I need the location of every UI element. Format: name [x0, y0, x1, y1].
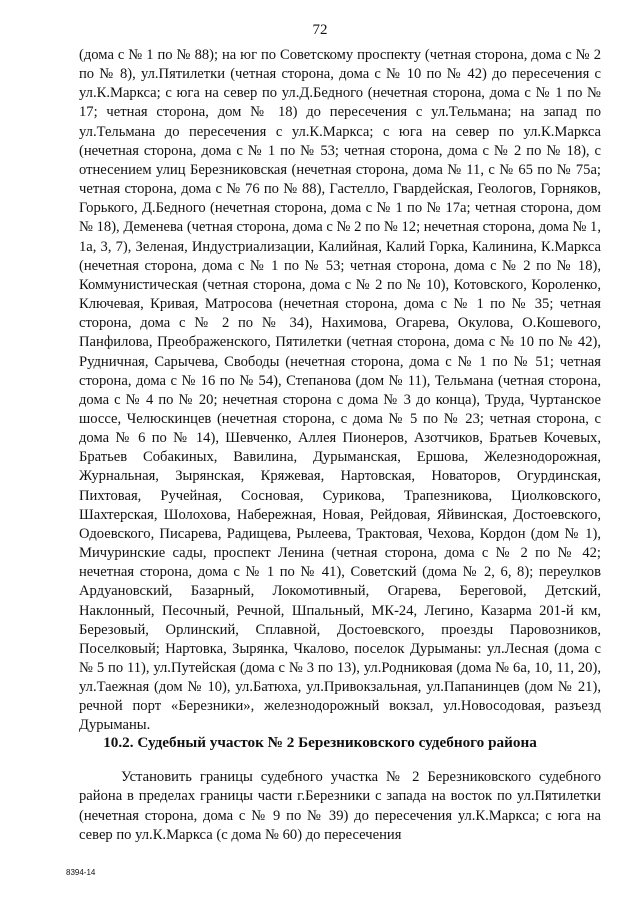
- page-number: 72: [312, 22, 328, 38]
- intro-paragraph: Установить границы судебного участка № 2 Березниковского судебного района в пределах границы части г.Березники с запада на восток по ул.Пятилетки (нечетная сторона, дома с № 9 по № 39) до пересечения ул.К.Маркса; с юга на север по ул.К.Маркса (с дома № 60) до пересечения: [79, 769, 601, 844]
- body-paragraph: (дома с № 1 по № 88); на юг по Советскому проспекту (четная сторона, дома с № 2 по № 8), ул.Пятилетки (четная сторона, дома с № 10 по № 42) до пересечения с ул.К.Маркса; с юга на север по ул.Д.Бедного (нечетная сторона, дома с № 1 по № 17; четная сторона, дом № 18) до пересечения с ул.Тельмана; на запад по ул.Тельмана до пересечения с ул.К.Маркса; с юга на север по ул.К.Маркса (нечетная сторона, дома с № 1 по № 53; четная сторона, дома с № 2 по № 18), с отнесением улиц Березниковская (нечетная сторона, дома № 11, с № 65 по № 75а; четная сторона, дома с № 76 по № 88), Гастелло, Гвардейская, Геологов, Горняков, Горького, Д.Бедного (нечетная сторона, дома с № 1 по № 17а; четная сторона, дом № 18), Деменева (четная сторона, дома с № 2 по № 12; нечетная сторона, дома № 1, 1а, 3, 7), Зеленая, Индустриализации, Калийная, Калий Горка, Калинина, К.Маркса (нечетная сторона, дома с № 1 по № 53; четная сторона, дома с № 2 по № 18), Коммунистическая (четная сторона, дома с № 2 по № 10), Котовского, Короленко, Ключевая, Кривая, Матросова (нечетная сторона, дома с № 1 по № 35; четная сторона, дома с № 2 по № 34), Нахимова, Огарева, Окулова, О.Кошевого, Панфилова, Преображенского, Пятилетки (четная сторона, дома с № 10 по № 42), Рудничная, Сарычева, Свободы (нечетная сторона, дома с № 1 по № 51; четная сторона, дома с № 16 по № 54), Степанова (дом № 11), Тельмана (четная сторона, дома с № 4 по № 20; нечетная сторона с дома № 3 до конца), Труда, Чуртанское шоссе, Челюскинцев (нечетная сторона, с дома № 5 по № 23; четная сторона, с дома № 6 по № 14), Шевченко, Аллея Пионеров, Азотчиков, Братьев Кочевых, Братьев Собакиных, Вавилина, Дурыманская, Ершова, Железнодорожная, Журнальная, Зырянская, Кряжевая, Нартовская, Новаторов, Огурдинская, Пихтовая, Ручейная, Сосновая, Сурикова, Трапезникова, Циолковского, Шахтерская, Шолохова, Набережная, Новая, Рейдовая, Яйвинская, Достоевского, Одоевского, Писарева, Радищева, Рылеева, Трактовая, Чехова, Кордон (дом № 1), Мичуринские сады, проспект Ленина (четная сторона, дома с № 2 по № 42; нечетная сторона, дома с № 1 по № 41), Советский (дома № 2, 6, 8); переулков Ардуановский, Базарный, Локомотивный, Огарева, Береговой, Детский, Наклонный, Песочный, Речной, Шпальный, МК-24, Легино, Казарма 201-й км, Березовый, Орлинский, Сплавной, Достоевского, проезды Паровозников, Поселковый; Нартовка, Зырянка, Чкалово, поселок Дурыманы: ул.Лесная (дома с № 5 по 11), ул.Путейская (дома с № 3 по 13), ул.Родниковая (дома № 6а, 10, 11, 20), ул.Таежная (дом № 10), ул.Батюха, ул.Привокзальная, ул.Папанинцев (дом № 21), речной порт «Березники», железнодорожный вокзал, ул.Новосодовая, разъезд Дурыманы.: [79, 47, 601, 734]
- section-heading: 10.2. Судебный участок № 2 Березниковского судебного района: [103, 734, 537, 751]
- document-code: 8394-14: [66, 868, 96, 877]
